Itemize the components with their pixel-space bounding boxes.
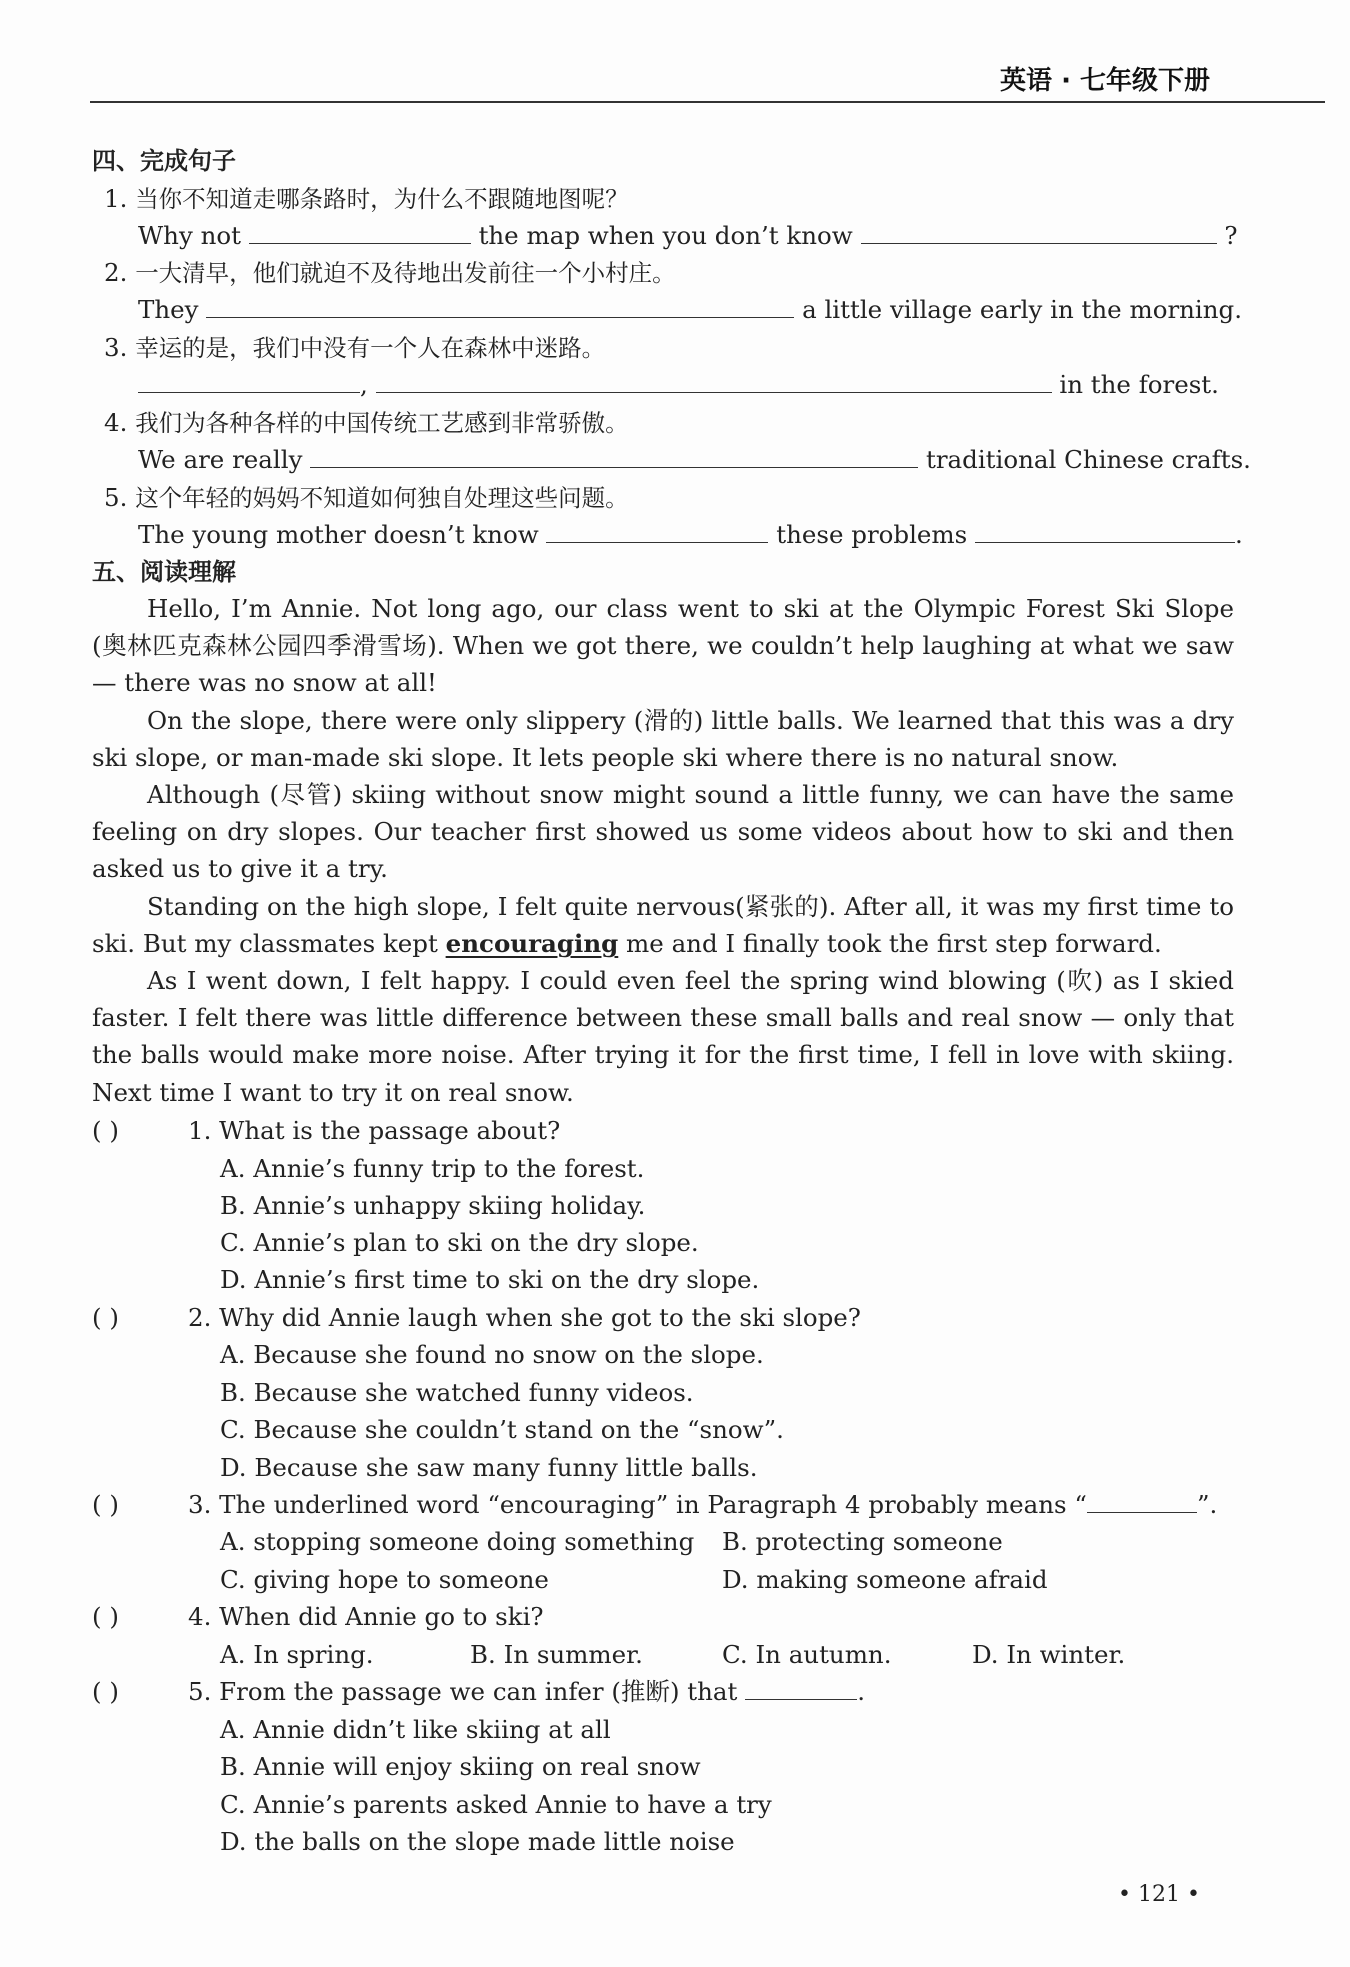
s4-item4-text-a: We are really bbox=[138, 445, 303, 474]
s4-item5-blank-2[interactable] bbox=[975, 520, 1235, 543]
s4-item2-blank[interactable] bbox=[206, 295, 794, 318]
s4-item1-num: 1. bbox=[104, 184, 128, 213]
q3-option-d[interactable]: D. making someone afraid bbox=[722, 1565, 1048, 1594]
q2-answer-parens[interactable]: ( ) bbox=[92, 1303, 119, 1332]
passage-paragraph-2: On the slope, there were only slippery (滑的) little balls. We learned that this was a dry ski slope, or man-made ski slope. It lets people ski where there is no natural snow. bbox=[92, 706, 1234, 773]
q3-stem-text-b: ”. bbox=[1196, 1490, 1218, 1519]
q5-stem-text-a: 5. From the passage we can infer (推断) that bbox=[188, 1677, 738, 1706]
s4-item5-chinese: 这个年轻的妈妈不知道如何独自处理这些问题。 bbox=[135, 484, 629, 512]
passage-paragraph-5: As I went down, I felt happy. I could even feel the spring wind blowing (吹) as I skied faster. I felt there was little difference between these small balls and real snow — only that the balls would make more noise. After trying it for the first time, I fell in love with skiing. Next time I want to try it on real snow. bbox=[92, 966, 1234, 1107]
s4-item1-en bbox=[138, 221, 1237, 251]
q4-option-c[interactable]: C. In autumn. bbox=[722, 1640, 892, 1669]
passage-paragraph-4 bbox=[92, 888, 1234, 962]
q2-option-a[interactable]: A. Because she found no snow on the slope. bbox=[220, 1340, 764, 1369]
s4-item3-text-b: in the forest. bbox=[1059, 370, 1219, 399]
q5-blank[interactable] bbox=[745, 1677, 857, 1700]
s4-item3-blank-1[interactable] bbox=[138, 370, 360, 393]
q2-option-b[interactable]: B. Because she watched funny videos. bbox=[220, 1378, 694, 1407]
s4-item1-text-c: ? bbox=[1224, 221, 1238, 250]
q5-option-b[interactable]: B. Annie will enjoy skiing on real snow bbox=[220, 1752, 701, 1781]
s4-item3-blank-2[interactable] bbox=[376, 370, 1052, 393]
underlined-word-encouraging: encouraging bbox=[445, 929, 619, 959]
q1-option-c[interactable]: C. Annie’s plan to ski on the dry slope. bbox=[220, 1228, 699, 1257]
q4-option-a[interactable]: A. In spring. bbox=[220, 1640, 374, 1669]
q3-option-c[interactable]: C. giving hope to someone bbox=[220, 1565, 549, 1594]
s4-item4-num: 4. bbox=[104, 408, 128, 437]
p4-text-b: me and I finally took the first step forward. bbox=[618, 929, 1162, 959]
q5-option-c[interactable]: C. Annie’s parents asked Annie to have a try bbox=[220, 1790, 772, 1819]
s4-item1-chinese: 当你不知道走哪条路时，为什么不跟随地图呢？ bbox=[135, 185, 629, 213]
q3-stem bbox=[188, 1490, 1217, 1520]
q3-option-b[interactable]: B. protecting someone bbox=[722, 1527, 1003, 1556]
q1-answer-parens[interactable]: ( ) bbox=[92, 1116, 119, 1145]
q4-option-d[interactable]: D. In winter. bbox=[972, 1640, 1126, 1669]
q1-option-d[interactable]: D. Annie’s first time to ski on the dry slope. bbox=[220, 1265, 760, 1294]
s4-item1-blank-2[interactable] bbox=[861, 221, 1217, 244]
q2-option-c[interactable]: C. Because she couldn’t stand on the “snow”. bbox=[220, 1415, 784, 1444]
q5-option-d[interactable]: D. the balls on the slope made little noise bbox=[220, 1827, 735, 1856]
s4-item3-chinese: 幸运的是，我们中没有一个人在森林中迷路。 bbox=[135, 334, 606, 362]
s4-item2-num: 2. bbox=[104, 258, 128, 287]
s4-item3-cn bbox=[104, 333, 605, 363]
passage-paragraph-1: Hello, I’m Annie. Not long ago, our class went to ski at the Olympic Forest Ski Slope (奥林匹克森林公园四季滑雪场). When we got there, we couldn’t help laughing at what we saw — there was no snow at all! bbox=[92, 594, 1234, 698]
s4-item5-text-c: . bbox=[1235, 520, 1243, 549]
s4-item4-en bbox=[138, 445, 1251, 475]
s4-item2-text-a: They bbox=[138, 295, 199, 324]
s4-item1-cn bbox=[104, 184, 629, 214]
s4-item4-blank[interactable] bbox=[310, 445, 918, 468]
header-rule bbox=[90, 101, 1325, 103]
s4-item1-text-a: Why not bbox=[138, 221, 241, 250]
s4-item5-blank-1[interactable] bbox=[546, 520, 768, 543]
q4-answer-parens[interactable]: ( ) bbox=[92, 1602, 119, 1631]
q5-stem-text-b: . bbox=[857, 1677, 865, 1706]
s4-item4-chinese: 我们为各种各样的中国传统工艺感到非常骄傲。 bbox=[135, 409, 629, 437]
s4-item5-num: 5. bbox=[104, 483, 128, 512]
s4-item5-cn bbox=[104, 483, 629, 513]
s4-item3-en bbox=[138, 370, 1219, 400]
q2-stem: 2. Why did Annie laugh when she got to the ski slope? bbox=[188, 1303, 861, 1332]
s4-item4-text-b: traditional Chinese crafts. bbox=[926, 445, 1251, 474]
q1-option-a[interactable]: A. Annie’s funny trip to the forest. bbox=[220, 1154, 645, 1183]
p4-text-a: Standing on the high slope, I felt quite nervous(紧张的). After all, it was my first time to ski. But my classmates kept bbox=[92, 892, 1234, 959]
passage-paragraph-3: Although (尽管) skiing without snow might sound a little funny, we can have the same feeling on dry slopes. Our teacher first showed us some videos about how to ski and then asked us to give it a try. bbox=[92, 780, 1234, 884]
q4-stem: 4. When did Annie go to ski? bbox=[188, 1602, 544, 1631]
s4-item4-cn bbox=[104, 408, 629, 438]
s4-item3-num: 3. bbox=[104, 333, 128, 362]
q5-answer-parens[interactable]: ( ) bbox=[92, 1677, 119, 1706]
q1-option-b[interactable]: B. Annie’s unhappy skiing holiday. bbox=[220, 1191, 646, 1220]
q2-option-d[interactable]: D. Because she saw many funny little balls. bbox=[220, 1453, 758, 1482]
q3-option-a[interactable]: A. stopping someone doing something bbox=[220, 1527, 695, 1556]
q5-option-a[interactable]: A. Annie didn’t like skiing at all bbox=[220, 1715, 611, 1744]
s4-item2-cn bbox=[104, 258, 676, 288]
s4-item1-blank-1[interactable] bbox=[249, 221, 471, 244]
section4-title: 四、完成句子 bbox=[92, 147, 236, 175]
section5-title: 五、阅读理解 bbox=[92, 558, 236, 586]
s4-item2-text-b: a little village early in the morning. bbox=[802, 295, 1243, 324]
page-number: • 121 • bbox=[1118, 1882, 1200, 1907]
s4-item2-chinese: 一大清早，他们就迫不及待地出发前往一个小村庄。 bbox=[135, 259, 676, 287]
s4-item1-text-b: the map when you don’t know bbox=[478, 221, 853, 250]
s4-item2-en bbox=[138, 295, 1242, 325]
q1-stem: 1. What is the passage about? bbox=[188, 1116, 561, 1145]
q3-answer-parens[interactable]: ( ) bbox=[92, 1490, 119, 1519]
header-title: 英语 · 七年级下册 bbox=[1000, 66, 1210, 96]
s4-item5-text-a: The young mother doesn’t know bbox=[138, 520, 539, 549]
q5-stem bbox=[188, 1677, 865, 1707]
s4-item5-text-b: these problems bbox=[776, 520, 968, 549]
q3-stem-text-a: 3. The underlined word “encouraging” in Paragraph 4 probably means “ bbox=[188, 1490, 1087, 1519]
q4-option-b[interactable]: B. In summer. bbox=[470, 1640, 643, 1669]
s4-item3-comma: , bbox=[360, 370, 368, 399]
s4-item5-en bbox=[138, 520, 1243, 550]
q3-blank[interactable] bbox=[1087, 1490, 1197, 1513]
